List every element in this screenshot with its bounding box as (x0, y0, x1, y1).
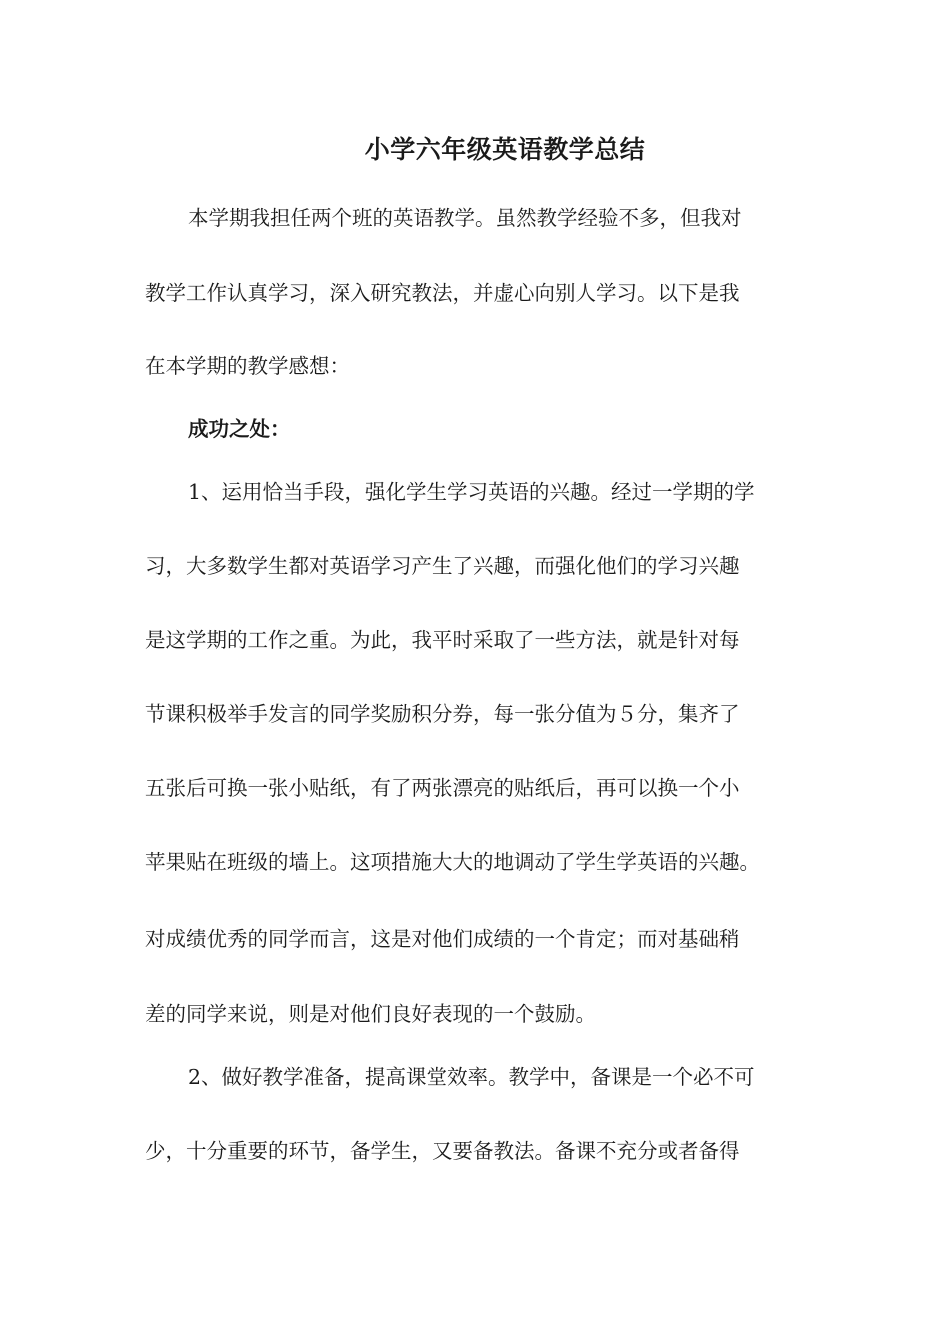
section-heading: 成功之处： (188, 417, 291, 441)
paragraph-line: 教学工作认真学习，深入研究教法，并虚心向别人学习。以下是我 (145, 281, 740, 305)
paragraph-line: 少，十分重要的环节，备学生，又要备教法。备课不充分或者备得 (145, 1139, 740, 1163)
paragraph-line: 2、做好教学准备，提高课堂效率。教学中，备课是一个必不可 (188, 1065, 755, 1089)
paragraph-line: 苹果贴在班级的墙上。这项措施大大的地调动了学生学英语的兴趣。 (145, 850, 760, 874)
paragraph-line: 是这学期的工作之重。为此，我平时采取了一些方法，就是针对每 (145, 628, 740, 652)
paragraph-line: 五张后可换一张小贴纸，有了两张漂亮的贴纸后，再可以换一个小 (145, 776, 740, 800)
paragraph-line: 节课积极举手发言的同学奖励积分券，每一张分值为５分，集齐了 (145, 702, 740, 726)
paragraph-line: 习，大多数学生都对英语学习产生了兴趣，而强化他们的学习兴趣 (145, 554, 740, 578)
paragraph-line: 对成绩优秀的同学而言，这是对他们成绩的一个肯定；而对基础稍 (145, 927, 740, 951)
paragraph-line: 1、运用恰当手段，强化学生学习英语的兴趣。经过一学期的学 (188, 480, 755, 504)
paragraph-line: 在本学期的教学感想： (145, 354, 350, 378)
document-title: 小学六年级英语教学总结 (364, 135, 646, 164)
paragraph-line: 差的同学来说，则是对他们良好表现的一个鼓励。 (145, 1002, 596, 1026)
paragraph-line: 本学期我担任两个班的英语教学。虽然教学经验不多，但我对 (188, 206, 742, 230)
